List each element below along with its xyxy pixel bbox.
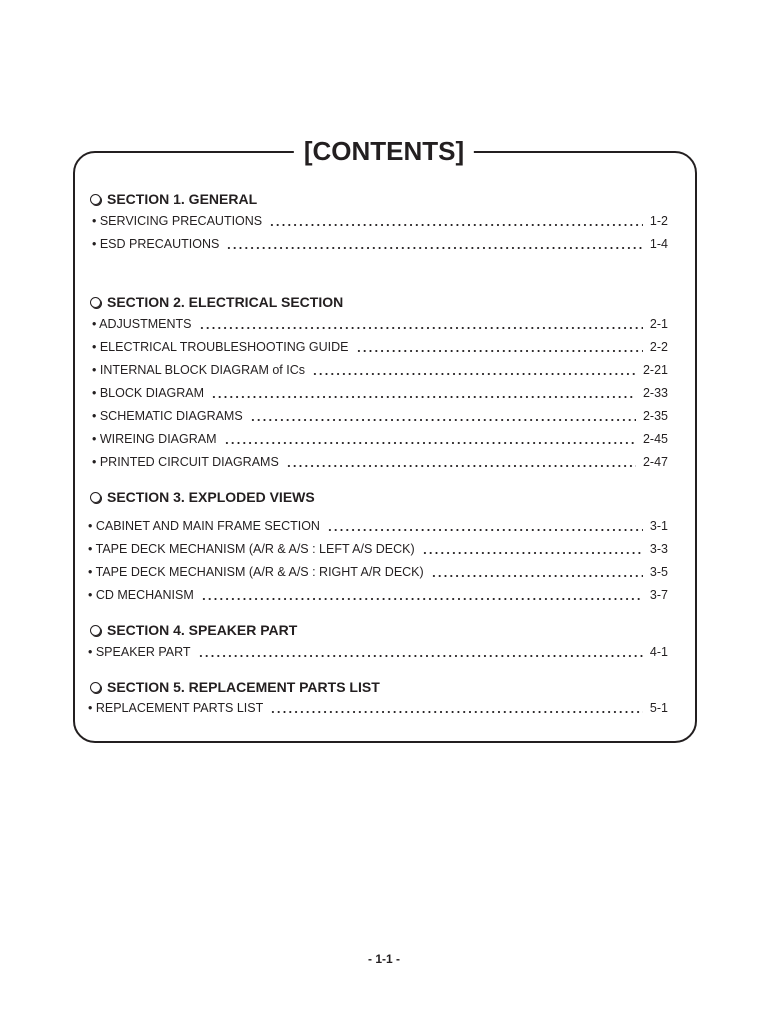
toc-entry-label: • SCHEMATIC DIAGRAMS	[92, 409, 243, 423]
leader-dots	[356, 339, 643, 355]
toc-entry-page-number: 2-2	[649, 340, 668, 354]
section-heading-label: SECTION 3. EXPLODED VIEWS	[107, 489, 315, 505]
leader-dots	[269, 213, 643, 229]
toc-entry	[92, 316, 668, 332]
toc-entry	[92, 431, 668, 447]
toc-entry-page-number: 2-33	[642, 386, 668, 400]
toc-entry-label: • BLOCK DIAGRAM	[92, 386, 205, 400]
leader-dots	[312, 362, 636, 378]
section-heading-label: SECTION 2. ELECTRICAL SECTION	[107, 294, 344, 310]
leader-dots	[226, 236, 643, 252]
toc-entry-page-number: 3-5	[649, 565, 668, 579]
section-heading	[88, 488, 315, 506]
leader-dots	[286, 454, 636, 470]
toc-entry-page-number: 2-1	[649, 317, 668, 331]
toc-entry	[88, 644, 668, 660]
section-heading-label: SECTION 4. SPEAKER PART	[107, 622, 298, 638]
section-heading	[88, 678, 380, 696]
open-circle-icon	[90, 682, 101, 693]
leader-dots	[270, 700, 643, 716]
toc-entry-page-number: 4-1	[649, 645, 668, 659]
toc-entry-label: • SPEAKER PART	[88, 645, 191, 659]
leader-dots	[224, 431, 636, 447]
toc-entry	[92, 339, 668, 355]
section-heading	[88, 621, 297, 639]
page-number: - 1-1 -	[367, 952, 401, 966]
toc-entry-label: • ADJUSTMENTS	[92, 317, 192, 331]
section-heading	[88, 293, 343, 311]
toc-entry	[92, 408, 668, 424]
leader-dots	[198, 644, 643, 660]
leader-dots	[199, 316, 643, 332]
toc-entry-label: • CD MECHANISM	[88, 588, 194, 602]
toc-entry-page-number: 3-7	[649, 588, 668, 602]
toc-entry-label: • INTERNAL BLOCK DIAGRAM of ICs	[92, 363, 305, 377]
section-heading-label: SECTION 5. REPLACEMENT PARTS LIST	[107, 679, 380, 695]
toc-entry-page-number: 2-21	[642, 363, 668, 377]
leader-dots	[211, 385, 636, 401]
toc-entry-page-number: 3-1	[649, 519, 668, 533]
open-circle-icon	[90, 194, 101, 205]
toc-entry	[88, 700, 668, 716]
toc-entry-page-number: 3-3	[649, 542, 668, 556]
leader-dots	[327, 518, 643, 534]
toc-entry	[92, 385, 668, 401]
open-circle-icon	[90, 625, 101, 636]
toc-entry-label: • TAPE DECK MECHANISM (A/R & A/S : LEFT A/S DECK)	[88, 542, 415, 556]
toc-entry	[92, 213, 668, 229]
open-circle-icon	[90, 492, 101, 503]
leader-dots	[422, 541, 643, 557]
toc-entry	[92, 454, 668, 470]
leader-dots	[431, 564, 643, 580]
toc-entry-label: • ESD PRECAUTIONS	[92, 237, 220, 251]
toc-entry-label: • CABINET AND MAIN FRAME SECTION	[88, 519, 320, 533]
toc-entry-page-number: 5-1	[649, 701, 668, 715]
section-heading	[88, 190, 257, 208]
toc-entry-label: • WIREING DIAGRAM	[92, 432, 217, 446]
toc-entry-page-number: 1-2	[649, 214, 668, 228]
toc-entry-page-number: 2-45	[642, 432, 668, 446]
toc-entry-label: • REPLACEMENT PARTS LIST	[88, 701, 264, 715]
toc-entry	[88, 541, 668, 557]
toc-entry-label: • TAPE DECK MECHANISM (A/R & A/S : RIGHT A/R DECK)	[88, 565, 424, 579]
toc-entry-label: • ELECTRICAL TROUBLESHOOTING GUIDE	[92, 340, 349, 354]
toc-entry-page-number: 2-47	[642, 455, 668, 469]
toc-entry	[88, 587, 668, 603]
toc-entry-page-number: 1-4	[649, 237, 668, 251]
toc-entry	[92, 362, 668, 378]
toc-entry-page-number: 2-35	[642, 409, 668, 423]
toc-entry-label: • SERVICING PRECAUTIONS	[92, 214, 263, 228]
contents-title: [CONTENTS]	[294, 133, 474, 169]
open-circle-icon	[90, 297, 101, 308]
toc-entry-label: • PRINTED CIRCUIT DIAGRAMS	[92, 455, 279, 469]
leader-dots	[201, 587, 643, 603]
toc-entry	[92, 236, 668, 252]
toc-entry	[88, 564, 668, 580]
section-heading-label: SECTION 1. GENERAL	[107, 191, 258, 207]
leader-dots	[250, 408, 636, 424]
toc-entry	[88, 518, 668, 534]
